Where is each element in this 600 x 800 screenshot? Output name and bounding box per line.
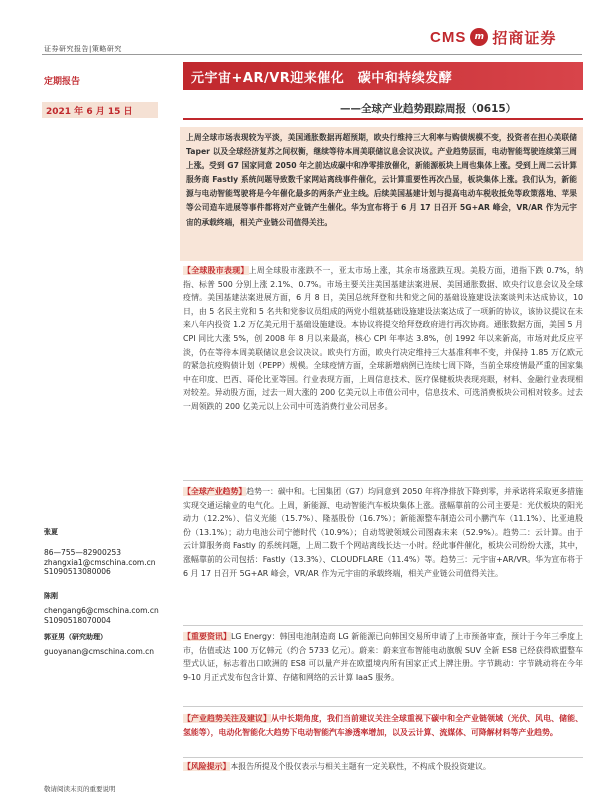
analyst-email[interactable]: zhangxia1@cmschina.com.cn <box>44 557 156 567</box>
section-suggest <box>183 712 583 739</box>
section-industry <box>183 485 583 580</box>
analyst-id: S1090513080006 <box>44 567 111 577</box>
report-date: 2021 年 6 月 15 日 <box>46 107 133 117</box>
analyst-id: S1090518070004 <box>44 615 111 625</box>
risk-tag: 【风险提示】 <box>183 762 231 771</box>
analyst-email[interactable]: guoyanan@cmschina.com.cn <box>44 646 155 656</box>
date-box <box>42 102 158 118</box>
news-text: LG Energy：韩国电池制造商 LG 新能源已向韩国交易所申请了上市预备审查，预计于今年三季度上市，估值或达 100 万亿韩元（约合 5733 亿元）。蔚来：蔚来宣布智能电动旗舰 SUV 全新 ES8 已经获得欧盟整车型式认证，标志着出口欧洲的 ES8 可以量产并在欧盟境内所有国家正式上牌注册。字节跳动：字节跳动将在今年 9-10 月正式发布包含计算、存储和网络的云计算 IaaS 服务。 <box>183 632 583 682</box>
report-type-label: 定期报告 <box>44 77 81 87</box>
title-separator <box>183 118 583 120</box>
suggest-text: 从中长期角度，我们当前建议关注全球重视下碳中和全产业链领域（光伏、风电、储能、氢能等），电动化智能化大趋势下电动智能汽车渗透率增加，以及云计算、流媒体、可降解材料等产业趋势。 <box>183 714 583 737</box>
logo-mark-icon: m <box>470 28 488 46</box>
divider <box>183 625 583 626</box>
suggest-tag: 【产业趋势关注及建议】 <box>183 714 272 723</box>
analyst-phone: 86—755—82900253 <box>44 547 122 557</box>
market-tag: 【全球股市表现】 <box>183 266 249 275</box>
title-banner <box>183 62 583 90</box>
analyst-name: 张夏 <box>44 528 58 536</box>
logo-cms-text: CMS <box>430 28 467 46</box>
report-subtitle: ——全球产业趋势跟踪周报（0615） <box>340 103 517 115</box>
industry-tag: 【全球产业趋势】 <box>183 487 247 496</box>
divider <box>183 480 583 481</box>
analyst-contact <box>44 592 159 625</box>
section-market <box>183 264 583 414</box>
analyst-name: 陈刚 <box>44 592 58 600</box>
report-title: 元宇宙+AR/VR迎来催化 碳中和持续发酵 <box>191 71 453 86</box>
summary-text: 上周全球市场表现较为平淡，美国通胀数据再超预期，欧央行维持三大利率与购债规模不变，投资者在担心美联储 Taper 以及全球经济复苏之间权衡，继续等待本周美联储议息会议决议。产业趋势层面，电动智能驾驶连续第三周上涨。受到 G7 国家同意 2050 年之前达成碳中和净零排放催化，新能源板块上周也集体上涨。受到上周二云计算服务商 Fastly 系统问题导致数千家网站离线事件催化，云计算重要性再次凸显，板块集体上涨。我们认为，新能源与电动智能驾驶将是今年催化最多的两条产业主线。后续美国基建计划与提高电动车税收抵免等政策落地、苹果等公司造车进展等事件都将对产业链产生催化。华为宣布将于 6 月 17 日召开 5G+AR 峰会，VR/AR 作为元宇宙的承载终端，相关产业链公司值得关注。 <box>186 133 577 227</box>
analyst-contact <box>44 633 154 657</box>
section-news <box>183 630 583 684</box>
footer-note: 敬请阅读末页的重要说明 <box>44 785 116 793</box>
report-category: 证券研究报告|策略研究 <box>44 45 122 53</box>
news-tag: 【重要资讯】 <box>183 632 231 641</box>
market-text: 上周全球股市涨跌不一，亚太市场上涨，其余市场涨跌互现。美股方面，道指下跌 0.7%，纳指、标普 500 分别上涨 2.1%、0.7%。市场主要关注美国基建法案进展、美国通胀数据、欧央行议息会议及全球疫情。美国基建法案进展方面，6 月 8 日，美国总统拜登和共和党之间的基础设施建设法案谈判未达成协议，10 日，由 5 名民主党和 5 名共和党参议员组成的两党小组就基础设施建设法案达成了一项新的协议，该协议提议在未来八年内投资 1.2 万亿美元用于基础设施建设。本协议将提交给拜登政府进行再次协商。通胀数据方面，美国 5 月 CPI 同比大涨 5%，创 2008 年 8 月以来最高，核心 CPI 年率达 3.8%，创 1992 年以来新高，市场对此反应平淡，仍在等待本周美联储议息会议决议。欧央行方面，欧央行决定维持三大基准利率不变，并保持 1.85 万亿欧元的紧急抗疫购债计划（PEPP）规模。全球疫情方面，全球新增病例已连续七周下降，当前全球疫情最严重的国家集中在印度、巴西、哥伦比亚等国。行业表现方面，上周信息技术、医疗保健板块表现亮眼，材料、金融行业表现相对较差。异动股方面，过去一周大涨的 200 亿美元以上市值公司中，信息技术、可选消费板块公司相对较多。过去一周领跌的 200 亿美元以上公司中可选消费行业公司居多。 <box>183 266 583 411</box>
divider <box>183 706 583 707</box>
risk-text: 本报告所提及个股仅表示与相关主题有一定关联性，不构成个股投资建议。 <box>230 762 491 771</box>
cms-logo <box>430 26 556 48</box>
industry-text: 趋势一：碳中和。七国集团（G7）均同意到 2050 年将净排放下降到零，并承诺将采取更多措施实现交通运输业的电气化。上周，新能源、电动智能汽车板块集体上涨。涨幅靠前的公司主要是：光伏板块的阳光动力（12.2%）、信义光能（15.7%）、隆基股份（16.7%）；新能源整车制造公司小鹏汽车（11.1%）、比亚迪股份（13.1%）；动力电池公司宁德时代（10.9%）；自动驾驶领域公司图森未来（52.9%）。趋势二：云计算。由于云计算服务商 Fastly 的系统问题，上周二数千个网站离线长达一小时。经此事件催化，板块公司纷纷大涨，其中，涨幅靠前的公司包括：Fastly（13.3%）、CLOUDFLARE（11.4%）等。趋势三：元宇宙+AR/VR。华为宣布将于 6 月 17 日召开 5G+AR 峰会，VR/AR 作为元宇宙的承载终端，相关产业链公司值得关注。 <box>183 487 583 578</box>
section-risk <box>183 760 583 774</box>
logo-cn-text: 招商证券 <box>492 28 557 47</box>
analyst-name: 郭亚男（研究助理） <box>44 633 107 641</box>
analyst-email[interactable]: chengang6@cmschina.com.cn <box>44 605 159 615</box>
divider <box>183 757 583 758</box>
summary-box <box>180 127 583 261</box>
analyst-contact <box>44 528 156 577</box>
header-rule <box>42 54 582 55</box>
